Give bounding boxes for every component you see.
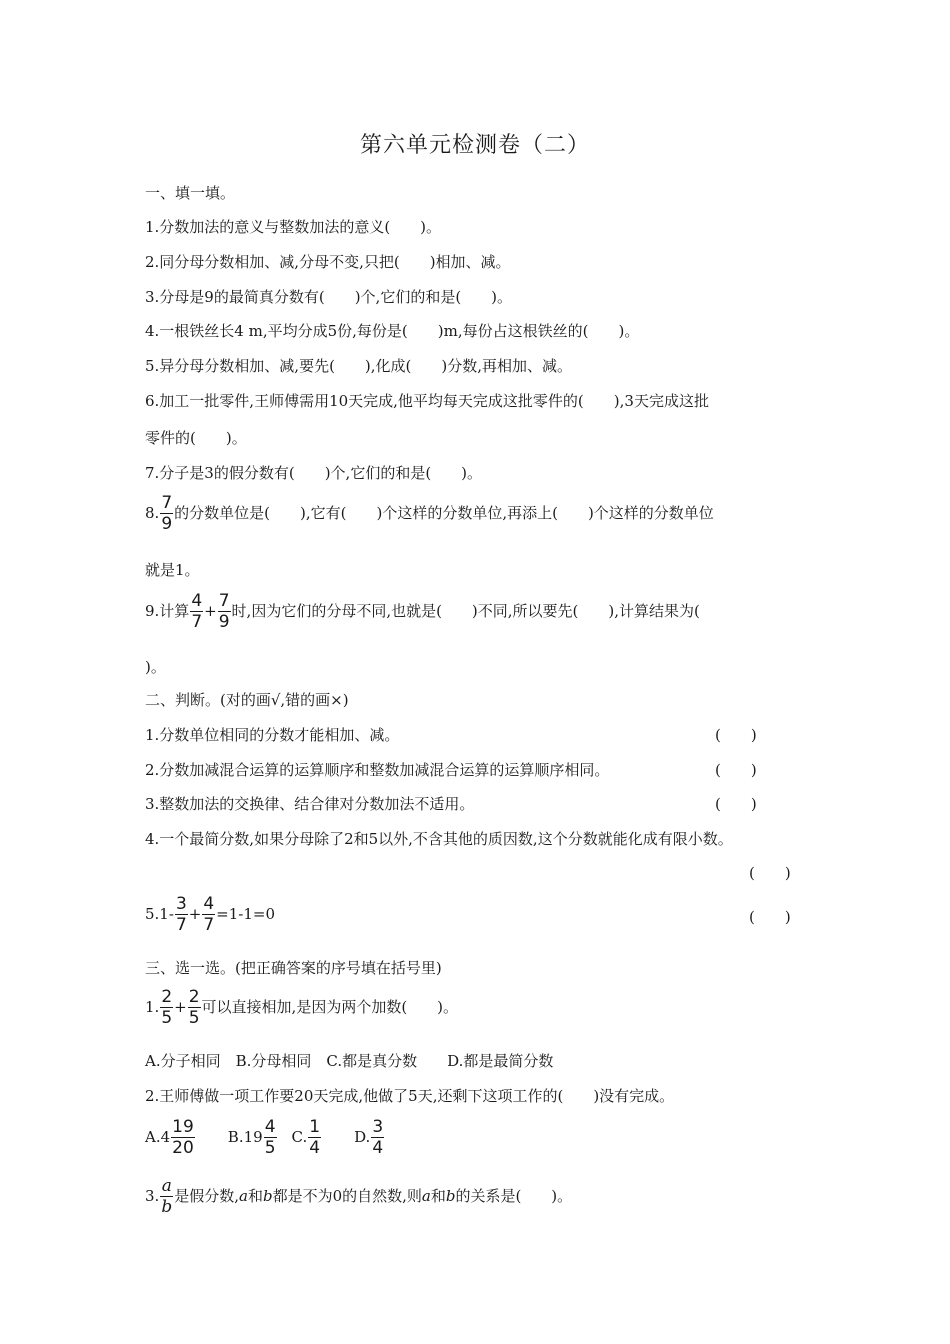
page-title: 第六单元检测卷（二）	[359, 133, 590, 158]
s3-question-2: 2.王师傅做一项工作要20天完成,他做了5天,还剩下这项工作的( )没有完成。	[145, 1087, 675, 1105]
fraction: $\frac{7}{9}$	[218, 591, 230, 632]
s2-question-3: 3.整数加法的交换律、结合律对分数加法不适用。	[145, 795, 475, 813]
s3-question-3: 3. $\frac{a}{b}$ 是假分数,a和b都是不为0的自然数,则a和b的关系是( )。	[145, 1176, 573, 1217]
s3-question-1-options: A.分子相同 B.分母相同 C.都是真分数 D.都是最简分数	[145, 1052, 554, 1070]
answer-parentheses: ( )	[715, 726, 757, 744]
fraction: $\frac{a}{b}$	[161, 1176, 173, 1217]
s3-question-1: 1. $\frac{2}{5}$ + $\frac{2}{5}$ 可以直接相加,是因为两个加数( )。	[145, 987, 459, 1028]
s2-question-4: 4.一个最简分数,如果分母除了2和5以外,不含其他的质因数,这个分数就能化成有限小数。	[145, 830, 733, 848]
section-1-heading: 一、填一填。	[145, 184, 236, 202]
s1-question-8: 8. $\frac{7}{9}$ 的分数单位是( ),它有( )个这样的分数单位,再添上( )个这样的分数单位	[145, 493, 714, 534]
s1-question-9: 9.计算 $\frac{4}{7}$ + $\frac{7}{9}$ 时,因为它们的分母不同,也就是( )不同,所以要先( ),计算结果为(	[145, 591, 700, 632]
section-3-heading: 三、选一选。(把正确答案的序号填在括号里)	[145, 959, 442, 977]
s1-question-9-cont: )。	[145, 658, 166, 676]
s1-question-4: 4.一根铁丝长4 m,平均分成5份,每份是( )m,每份占这根铁丝的( )。	[145, 322, 640, 340]
s1-question-7: 7.分子是3的假分数有( )个,它们的和是( )。	[145, 464, 483, 482]
s2-question-2: 2.分数加减混合运算的运算顺序和整数加减混合运算的运算顺序相同。	[145, 761, 610, 779]
answer-parentheses: ( )	[749, 864, 791, 882]
s2-question-1: 1.分数单位相同的分数才能相加、减。	[145, 726, 400, 744]
section-2-heading: 二、判断。(对的画√,错的画×)	[145, 691, 349, 709]
fraction: $\frac{4}{7}$	[203, 894, 215, 935]
s1-question-1: 1.分数加法的意义与整数加法的意义( )。	[145, 218, 442, 236]
s1-question-5: 5.异分母分数相加、减,要先( ),化成( )分数,再相加、减。	[145, 357, 573, 375]
s1-question-3: 3.分母是9的最简真分数有( )个,它们的和是( )。	[145, 288, 513, 306]
s1-question-8-cont: 就是1。	[145, 561, 200, 579]
s3-question-2-options: A.4 $\frac{19}{20}$ B.19 $\frac{4}{5}$ C. $\frac{1}{4}$ D. $\frac{3}{4}$	[145, 1117, 384, 1158]
fraction: $\frac{4}{7}$	[191, 591, 203, 632]
answer-parentheses: ( )	[715, 795, 757, 813]
s1-question-6-cont: 零件的( )。	[145, 429, 247, 447]
answer-parentheses: ( )	[715, 761, 757, 779]
s1-question-6: 6.加工一批零件,王师傅需用10天完成,他平均每天完成这批零件的( ),3天完成这批	[145, 392, 709, 410]
s2-question-5: 5.1- $\frac{3}{7}$ + $\frac{4}{7}$ =1-1=0	[145, 894, 276, 935]
fraction: $\frac{3}{4}$	[372, 1117, 384, 1158]
s1-question-2: 2.同分母分数相加、减,分母不变,只把( )相加、减。	[145, 253, 511, 271]
fraction: $\frac{19}{20}$	[172, 1117, 194, 1158]
fraction: $\frac{3}{7}$	[175, 894, 187, 935]
answer-parentheses: ( )	[749, 908, 791, 926]
fraction: $\frac{2}{5}$	[161, 987, 173, 1028]
fraction: $\frac{7}{9}$	[161, 493, 173, 534]
fraction: $\frac{4}{5}$	[264, 1117, 276, 1158]
fraction: $\frac{2}{5}$	[188, 987, 200, 1028]
fraction: $\frac{1}{4}$	[309, 1117, 321, 1158]
